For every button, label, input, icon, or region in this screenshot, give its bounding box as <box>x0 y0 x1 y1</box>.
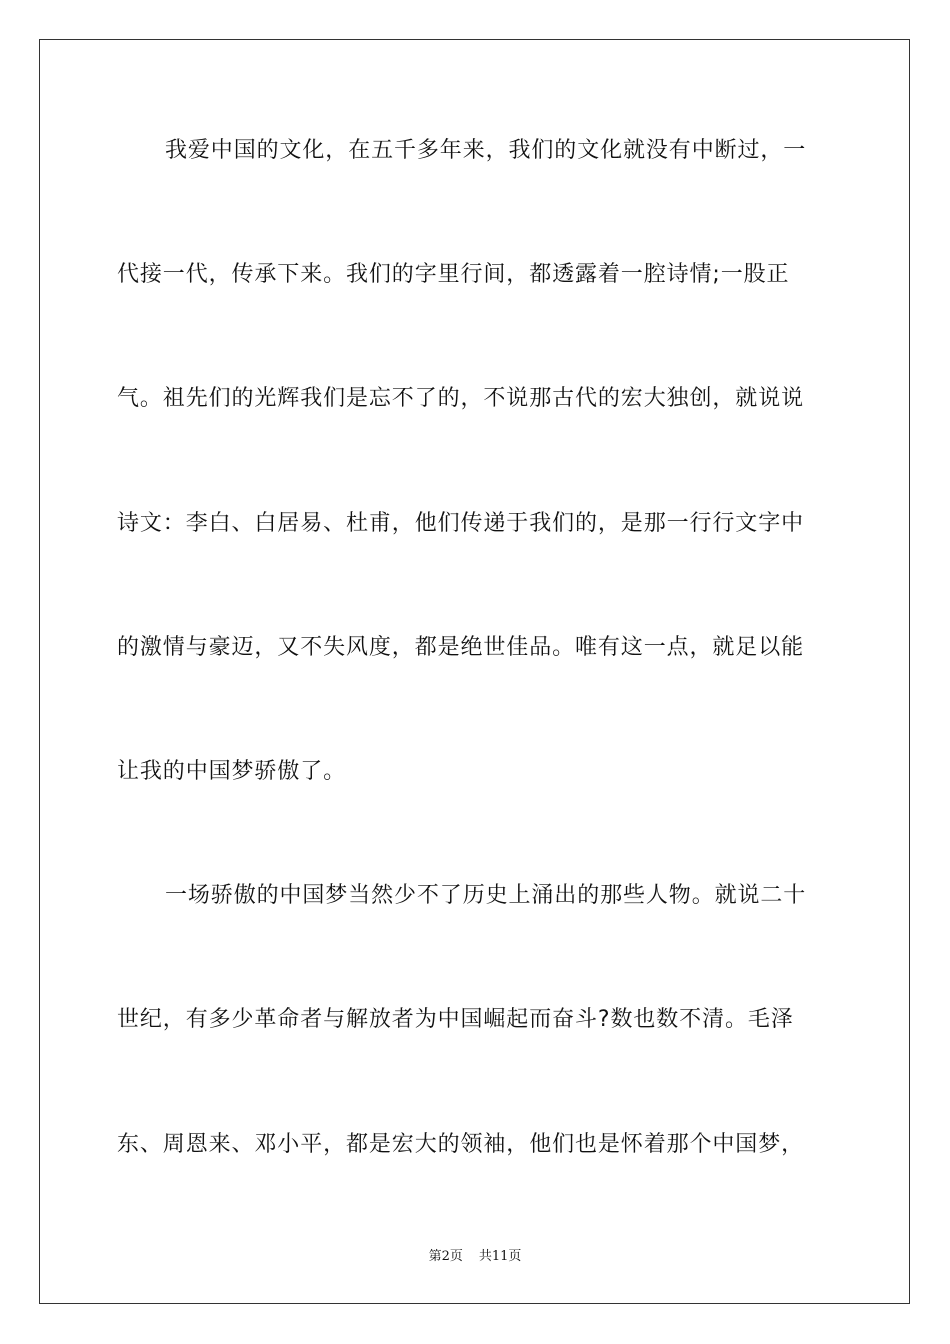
text-line: 的激情与豪迈，又不失风度，都是绝世佳品。唯有这一点，就足以能 <box>117 635 805 660</box>
page-footer <box>0 1248 950 1266</box>
text-line: 代接一代，传承下来。我们的字里行间，都透露着一腔诗情;一股正 <box>117 262 790 287</box>
text-line: 让我的中国梦骄傲了。 <box>117 759 347 784</box>
text-line: 我爱中国的文化，在五千多年来，我们的文化就没有中断过，一 <box>165 138 807 163</box>
text-line: 气。祖先们的光辉我们是忘不了的，不说那古代的宏大独创，就说说 <box>117 386 805 411</box>
page-number: 第2页 <box>428 1249 463 1264</box>
text-line: 世纪，有多少革命者与解放者为中国崛起而奋斗?数也数不清。毛泽 <box>117 1007 794 1032</box>
page-border <box>39 39 910 1304</box>
text-line: 东、周恩来、邓小平，都是宏大的领袖，他们也是怀着那个中国梦， <box>117 1132 805 1157</box>
page-total: 共11页 <box>478 1249 522 1264</box>
text-line: 诗文：李白、白居易、杜甫，他们传递于我们的，是那一行行文字中 <box>117 511 805 536</box>
text-line: 一场骄傲的中国梦当然少不了历史上涌出的那些人物。就说二十 <box>165 883 807 908</box>
